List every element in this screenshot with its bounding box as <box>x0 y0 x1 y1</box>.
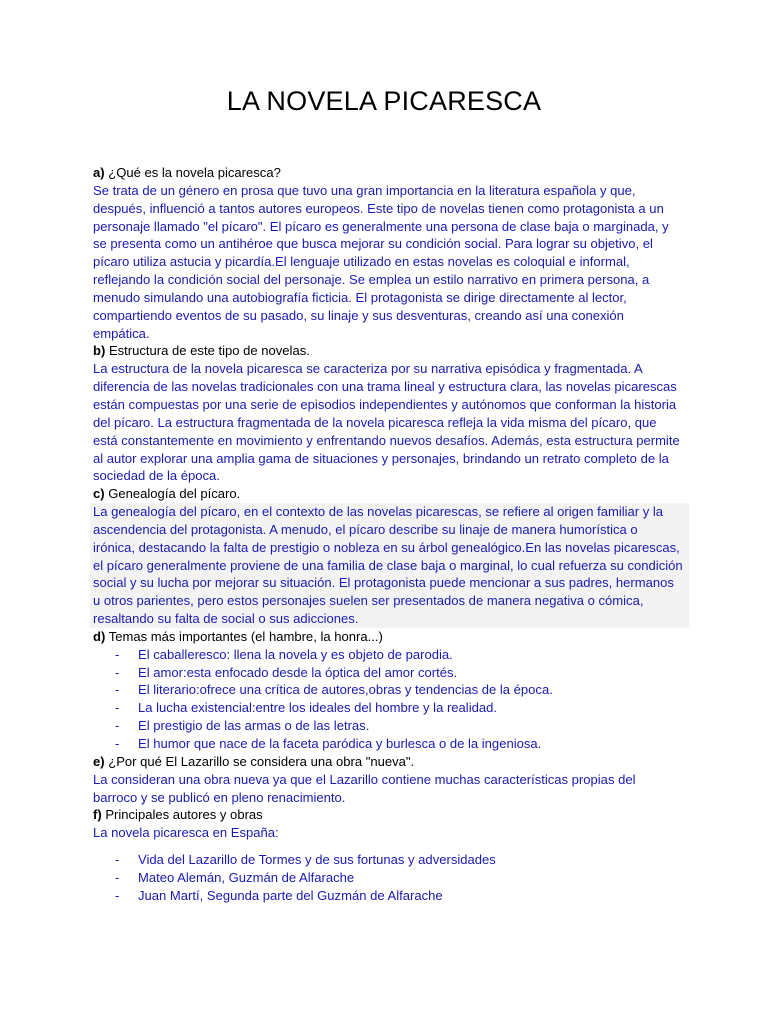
dash-bullet: - <box>115 646 120 662</box>
dash-bullet: - <box>115 887 120 903</box>
question-letter: d) <box>93 628 106 644</box>
question-letter: b) <box>93 343 106 359</box>
document-title: LA NOVELA PICARESCA <box>226 86 542 116</box>
list-item <box>93 717 683 735</box>
question-text: Principales autores y obras <box>101 807 263 823</box>
question-letter: c) <box>93 486 105 502</box>
list-item <box>93 681 683 699</box>
dash-bullet: - <box>115 869 120 885</box>
dash-bullet: - <box>115 664 120 680</box>
list-item-text: La lucha existencial:entre los ideales del hombre y la realidad. <box>138 700 497 716</box>
question-letter: f) <box>93 807 102 823</box>
list-item-text: Mateo Alemán, Guzmán de Alfarache <box>138 869 355 885</box>
dash-bullet: - <box>115 736 120 751</box>
question-text: ¿Qué es la novela picaresca? <box>104 165 281 180</box>
question-b <box>93 342 683 360</box>
list-item <box>93 646 683 664</box>
question-a <box>93 164 683 182</box>
list-item <box>93 851 683 869</box>
question-letter: a) <box>93 165 105 180</box>
answer-c: La genealogía del pícaro, en el contexto de las novelas picarescas, se refiere al origen familiar y la ascendencia del protagonista. A menudo, el pícaro describe su linaje de manera humorística o irónica, destacando la falta de prestigio o nobleza en su árbol genealógico.En las novelas picarescas, el pícaro generalmente proviene de una familia de clase baja o marginal, lo cual refuerza su condición social y su lucha por mejorar su situación. El protagonista puede mencionar a sus padres, hermanos u otros parientes, pero estos personajes suelen ser presentados de manera negativa o cómica, resaltando su falta de social o sus adicciones. <box>90 503 689 628</box>
question-d <box>93 628 683 646</box>
list-item <box>93 699 683 717</box>
list-item-text: El humor que nace de la faceta paródica y burlesca o de la ingeniosa. <box>138 736 542 751</box>
question-text: Temas más importantes (el hambre, la honra...) <box>105 628 383 644</box>
document-body <box>93 164 683 905</box>
dash-bullet: - <box>115 682 120 698</box>
question-letter: e) <box>93 753 105 769</box>
list-item-text: Vida del Lazarillo de Tormes y de sus fortunas y adversidades <box>138 852 496 868</box>
dash-bullet: - <box>115 700 120 716</box>
list-item-text: El amor:esta enfocado desde la óptica del amor cortés. <box>138 664 458 680</box>
list-item-text: El prestigio de las armas o de las letras. <box>138 718 370 734</box>
dash-bullet: - <box>115 718 120 734</box>
answer-a: Se trata de un género en prosa que tuvo una gran importancia en la literatura española y que, después, influenció a tantos autores europeos. Este tipo de novelas tienen como protagonista a un personaje llamado "el pícaro". El pícaro es generalmente una persona de clase baja o marginada, y se presenta como un antihéroe que busca mejorar su condición social. Para lograr su objetivo, el pícaro utiliza astucia y picardía.El lenguaje utilizado en estas novelas es coloquial e informal, reflejando la condición social del personaje. Se emplea un estilo narrativo en primera persona, a menudo simulando una autobiografía ficticia. El protagonista se dirige directamente al lector, compartiendo eventos de su pasado, su linaje y sus desventuras, creando así una conexión empática. <box>93 182 669 341</box>
question-text: ¿Por qué El Lazarillo se considera una obra "nueva". <box>104 753 415 769</box>
list-item <box>93 735 683 753</box>
question-text: Genealogía del pícaro. <box>104 486 241 502</box>
list-item-text: El literario:ofrece una crítica de autores,obras y tendencias de la época. <box>138 682 553 698</box>
list-item <box>93 887 683 905</box>
themes-list <box>93 646 683 753</box>
question-f <box>93 806 683 824</box>
answer-e: La consideran una obra nueva ya que el Lazarillo contiene muchas características propias del barroco y se publicó en pleno renacimiento. <box>93 771 636 805</box>
list-item <box>93 664 683 682</box>
question-c <box>93 485 683 503</box>
list-item-text: El caballeresco: llena la novela y es objeto de parodia. <box>138 646 453 662</box>
dash-bullet: - <box>115 852 120 868</box>
spacer <box>93 842 683 851</box>
list-item-text: Juan Martí, Segunda parte del Guzmán de Alfarache <box>138 887 443 903</box>
authors-subheading: La novela picaresca en España: <box>93 825 279 841</box>
list-item <box>93 869 683 887</box>
authors-list <box>93 851 683 905</box>
question-e <box>93 753 683 771</box>
question-text: Estructura de este tipo de novelas. <box>105 343 310 359</box>
answer-b: La estructura de la novela picaresca se caracteriza por su narrativa episódica y fragmentada. A diferencia de las novelas tradicionales con una trama lineal y estructura clara, las novelas picarescas están compuestas por una serie de episodios independientes y autónomos que conforman la historia del pícaro. La estructura fragmentada de la novela picaresca refleja la vida misma del pícaro, que está constantemente en movimiento y enfrentando nuevos desafíos. Además, esta estructura permite al autor explorar una amplia gama de situaciones y personajes, brindando un retrato completo de la sociedad de la época. <box>93 361 680 484</box>
